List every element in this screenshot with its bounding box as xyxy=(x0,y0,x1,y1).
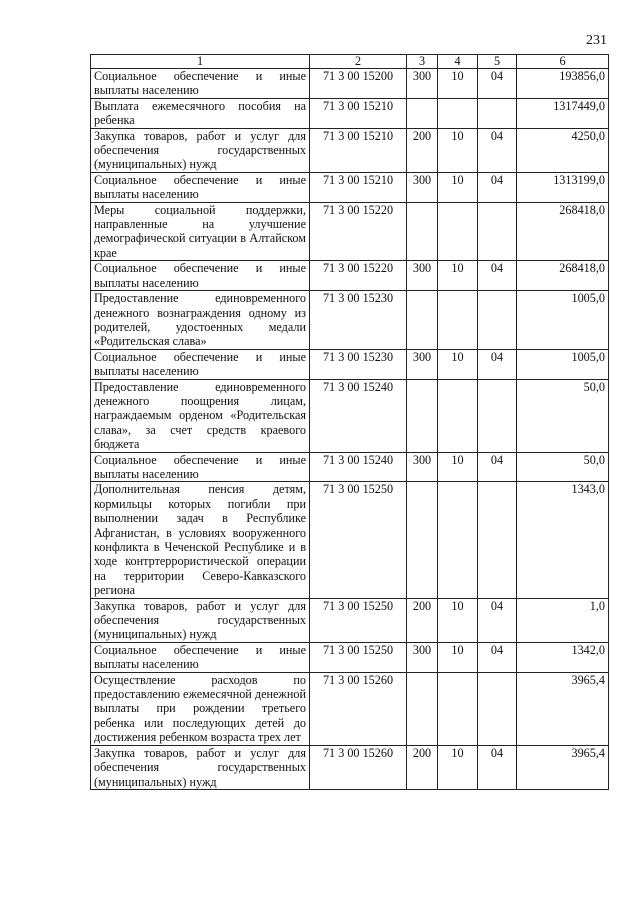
page-number: 231 xyxy=(586,33,607,48)
target-article-code-cell: 71 3 00 15250 xyxy=(310,482,407,598)
expense-type-cell xyxy=(407,291,438,350)
table-row xyxy=(91,482,609,598)
expense-name-cell: Закупка товаров, работ и услуг для обеспечения государственных (муниципальных) нужд xyxy=(91,598,310,642)
expense-name-cell: Социальное обеспечение и иные выплаты населению xyxy=(91,172,310,202)
section-cell: 10 xyxy=(438,261,478,291)
section-cell: 10 xyxy=(438,745,478,789)
expense-name-cell: Закупка товаров, работ и услуг для обеспечения государственных (муниципальных) нужд xyxy=(91,128,310,172)
section-cell xyxy=(438,379,478,452)
target-article-code-cell: 71 3 00 15210 xyxy=(310,98,407,128)
target-article-code-cell: 71 3 00 15250 xyxy=(310,642,407,672)
header-col-5: 5 xyxy=(478,55,517,69)
section-cell: 10 xyxy=(438,642,478,672)
expense-name-cell: Социальное обеспечение и иные выплаты населению xyxy=(91,452,310,482)
expense-name-cell: Социальное обеспечение и иные выплаты населению xyxy=(91,69,310,99)
expense-type-cell: 300 xyxy=(407,642,438,672)
section-cell xyxy=(438,202,478,261)
section-cell xyxy=(438,672,478,745)
target-article-code-cell: 71 3 00 15210 xyxy=(310,172,407,202)
amount-cell: 268418,0 xyxy=(517,202,609,261)
expense-type-cell: 300 xyxy=(407,261,438,291)
expense-type-cell xyxy=(407,482,438,598)
subsection-cell: 04 xyxy=(478,172,517,202)
expense-name-cell: Меры социальной поддержки, направленные на улучшение демографической ситуации в Алтайском крае xyxy=(91,202,310,261)
target-article-code-cell: 71 3 00 15230 xyxy=(310,349,407,379)
target-article-code-cell: 71 3 00 15260 xyxy=(310,672,407,745)
expense-type-cell: 300 xyxy=(407,452,438,482)
target-article-code-cell: 71 3 00 15210 xyxy=(310,128,407,172)
expense-name-cell: Осуществление расходов по предоставлению ежемесячной денежной выплаты при рождении третьего ребенка или последующих детей до достижения ребенком возраста трех лет xyxy=(91,672,310,745)
section-cell: 10 xyxy=(438,69,478,99)
expense-name-cell: Предоставление единовременного денежного вознаграждения одному из родителей, удостоенных медали «Родительская слава» xyxy=(91,291,310,350)
subsection-cell: 04 xyxy=(478,69,517,99)
table-row xyxy=(91,379,609,452)
table-row xyxy=(91,202,609,261)
table-row xyxy=(91,172,609,202)
section-cell: 10 xyxy=(438,172,478,202)
subsection-cell: 04 xyxy=(478,598,517,642)
header-col-2: 2 xyxy=(310,55,407,69)
target-article-code-cell: 71 3 00 15230 xyxy=(310,291,407,350)
amount-cell: 1,0 xyxy=(517,598,609,642)
expense-name-cell: Социальное обеспечение и иные выплаты населению xyxy=(91,642,310,672)
subsection-cell: 04 xyxy=(478,642,517,672)
target-article-code-cell: 71 3 00 15220 xyxy=(310,261,407,291)
subsection-cell xyxy=(478,482,517,598)
table-row xyxy=(91,598,609,642)
subsection-cell xyxy=(478,379,517,452)
amount-cell: 193856,0 xyxy=(517,69,609,99)
section-cell xyxy=(438,482,478,598)
section-cell: 10 xyxy=(438,452,478,482)
expense-type-cell: 200 xyxy=(407,128,438,172)
expense-type-cell: 200 xyxy=(407,598,438,642)
expense-type-cell xyxy=(407,98,438,128)
header-col-1: 1 xyxy=(91,55,310,69)
expense-type-cell xyxy=(407,202,438,261)
header-col-4: 4 xyxy=(438,55,478,69)
budget-table xyxy=(90,54,609,790)
table-row xyxy=(91,452,609,482)
expense-name-cell: Социальное обеспечение и иные выплаты населению xyxy=(91,261,310,291)
table-row xyxy=(91,261,609,291)
section-cell: 10 xyxy=(438,128,478,172)
header-col-3: 3 xyxy=(407,55,438,69)
table-row xyxy=(91,745,609,789)
table-row xyxy=(91,642,609,672)
expense-type-cell: 300 xyxy=(407,172,438,202)
subsection-cell xyxy=(478,202,517,261)
expense-type-cell xyxy=(407,672,438,745)
subsection-cell: 04 xyxy=(478,349,517,379)
header-col-6: 6 xyxy=(517,55,609,69)
table-row xyxy=(91,291,609,350)
expense-name-cell: Закупка товаров, работ и услуг для обеспечения государственных (муниципальных) нужд xyxy=(91,745,310,789)
amount-cell: 268418,0 xyxy=(517,261,609,291)
amount-cell: 1317449,0 xyxy=(517,98,609,128)
amount-cell: 1342,0 xyxy=(517,642,609,672)
amount-cell: 50,0 xyxy=(517,379,609,452)
table-row xyxy=(91,128,609,172)
table-body xyxy=(91,69,609,790)
amount-cell: 1005,0 xyxy=(517,349,609,379)
expense-name-cell: Социальное обеспечение и иные выплаты населению xyxy=(91,349,310,379)
subsection-cell: 04 xyxy=(478,745,517,789)
target-article-code-cell: 71 3 00 15260 xyxy=(310,745,407,789)
target-article-code-cell: 71 3 00 15250 xyxy=(310,598,407,642)
section-cell xyxy=(438,98,478,128)
amount-cell: 4250,0 xyxy=(517,128,609,172)
subsection-cell: 04 xyxy=(478,128,517,172)
expense-type-cell xyxy=(407,379,438,452)
target-article-code-cell: 71 3 00 15220 xyxy=(310,202,407,261)
subsection-cell: 04 xyxy=(478,452,517,482)
table-row xyxy=(91,672,609,745)
expense-name-cell: Дополнительная пенсия детям, кормильцы которых погибли при выполнении задач в Республике Афганистан, в условиях вооруженного конфликта в Чеченской Республике и в ходе контртеррористической операции на территории Северо-Кавказского региона xyxy=(91,482,310,598)
table-row xyxy=(91,98,609,128)
target-article-code-cell: 71 3 00 15240 xyxy=(310,452,407,482)
subsection-cell xyxy=(478,291,517,350)
table-row xyxy=(91,349,609,379)
amount-cell: 1005,0 xyxy=(517,291,609,350)
section-cell: 10 xyxy=(438,349,478,379)
subsection-cell xyxy=(478,98,517,128)
amount-cell: 1343,0 xyxy=(517,482,609,598)
table-header-row xyxy=(91,55,609,69)
table-row xyxy=(91,69,609,99)
amount-cell: 3965,4 xyxy=(517,672,609,745)
amount-cell: 1313199,0 xyxy=(517,172,609,202)
section-cell xyxy=(438,291,478,350)
amount-cell: 3965,4 xyxy=(517,745,609,789)
expense-type-cell: 200 xyxy=(407,745,438,789)
amount-cell: 50,0 xyxy=(517,452,609,482)
expense-type-cell: 300 xyxy=(407,69,438,99)
subsection-cell xyxy=(478,672,517,745)
expense-type-cell: 300 xyxy=(407,349,438,379)
expense-name-cell: Выплата ежемесячного пособия на ребенка xyxy=(91,98,310,128)
expense-name-cell: Предоставление единовременного денежного поощрения лицам, награждаемым орденом «Родительская слава», за счет средств краевого бюджета xyxy=(91,379,310,452)
target-article-code-cell: 71 3 00 15200 xyxy=(310,69,407,99)
subsection-cell: 04 xyxy=(478,261,517,291)
section-cell: 10 xyxy=(438,598,478,642)
target-article-code-cell: 71 3 00 15240 xyxy=(310,379,407,452)
